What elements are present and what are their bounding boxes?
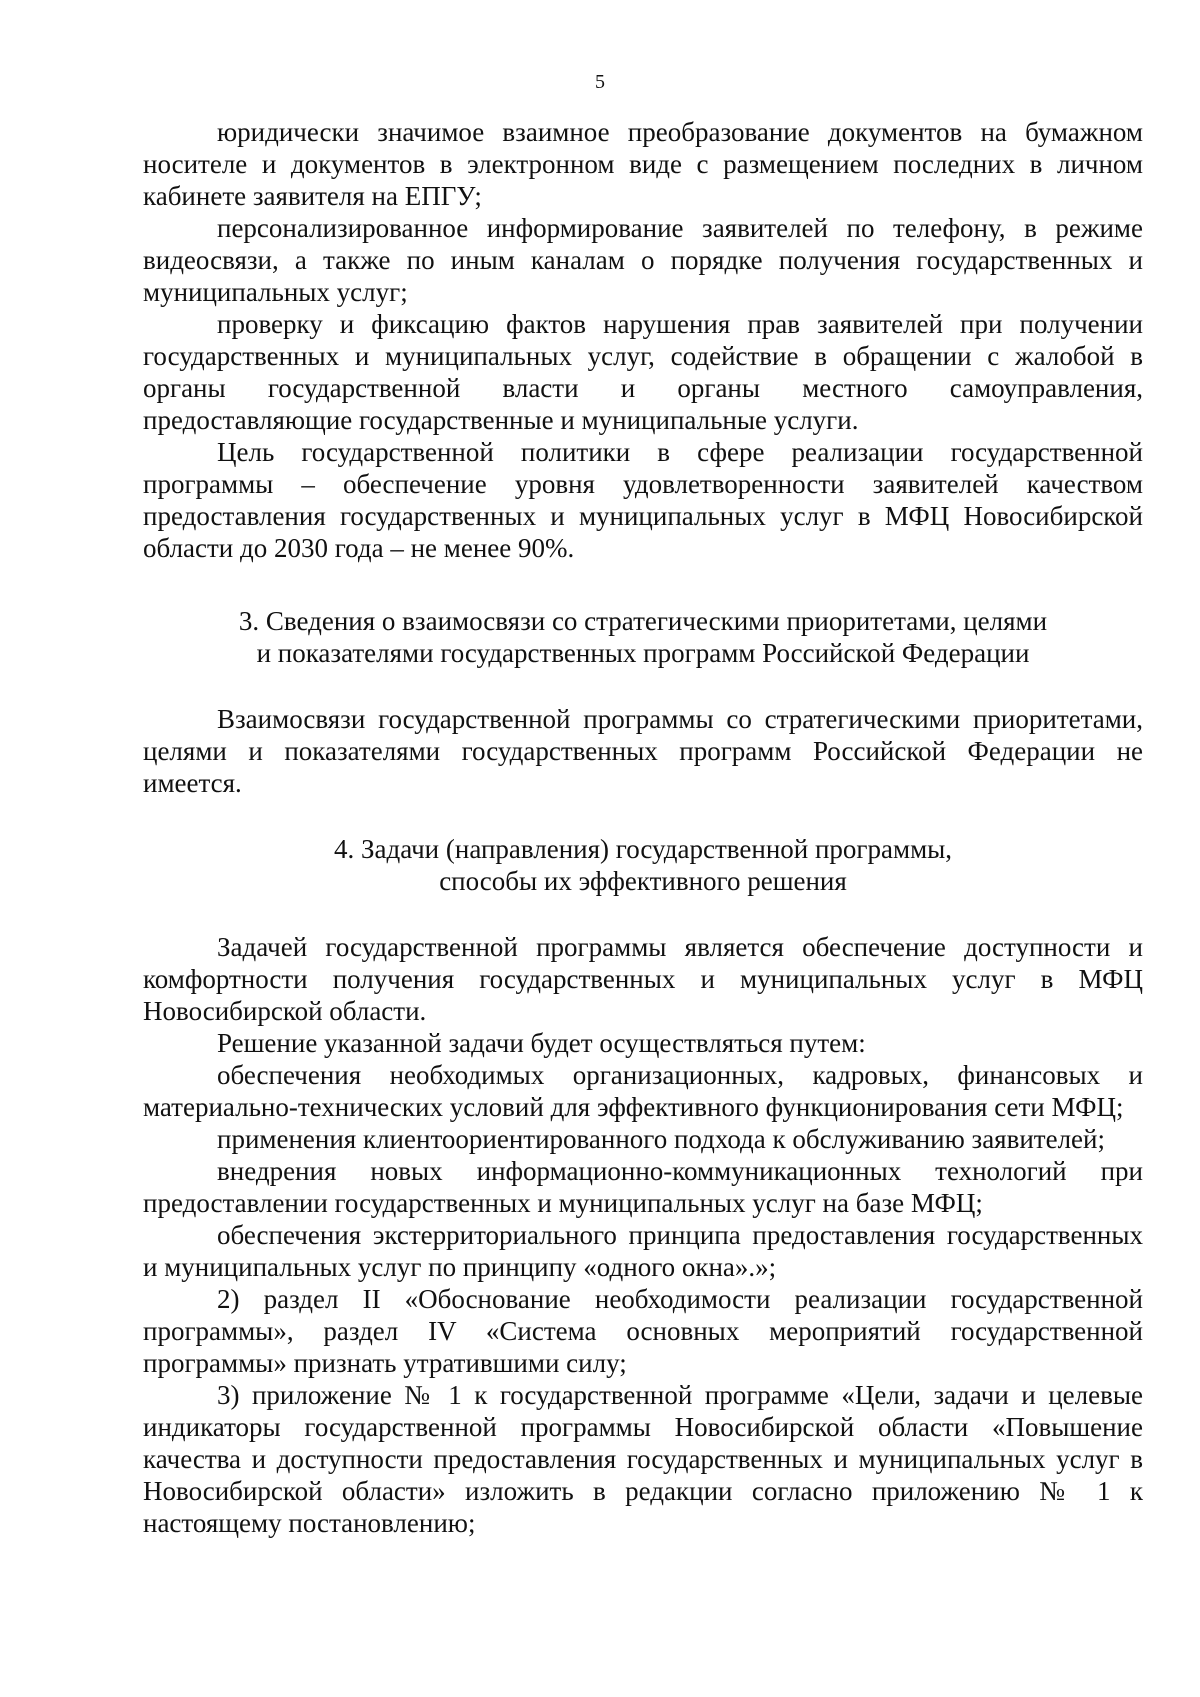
paragraph-rights-violation-check: проверку и фиксацию фактов нарушения прав заявителей при получении государственных и муниципальных услуг, содействие в обращении с жалобой в органы государственной власти и органы местного самоуправления, предоставляющие государственные и муниципальные услуги. xyxy=(143,309,1143,435)
section-3-heading xyxy=(143,605,1143,669)
section-3-title-line-1: 3. Сведения о взаимосвязи со стратегическими приоритетами, целями xyxy=(238,606,1048,636)
paragraph-new-technologies: внедрения новых информационно-коммуникационных технологий при предоставлении государственных и муниципальных услуг на базе МФЦ; xyxy=(143,1156,1143,1218)
paragraph-document-conversion: юридически значимое взаимное преобразование документов на бумажном носителе и документов в электронном виде с размещением последних в личном кабинете заявителя на ЕПГУ; xyxy=(143,117,1143,211)
section-3-title xyxy=(143,605,1143,669)
page-number: 5 xyxy=(595,71,605,93)
section-3-title-line-2: и показателями государственных программ Российской Федерации xyxy=(256,638,1030,668)
section-4-body xyxy=(143,931,1143,1539)
paragraph-amendment-2: 2) раздел II «Обоснование необходимости реализации государственной программы», раздел IV «Система основных мероприятий государственной программы» признать утратившими силу; xyxy=(143,1284,1143,1378)
paragraph-extraterritorial: обеспечения экстерриториального принципа предоставления государственных и муниципальных услуг по принципу «одного окна».»; xyxy=(143,1220,1143,1282)
section-4-title-line-2: способы их эффективного решения xyxy=(439,866,847,896)
paragraph-solution-intro: Решение указанной задачи будет осуществляться путем: xyxy=(217,1028,866,1058)
paragraph-program-task: Задачей государственной программы является обеспечение доступности и комфортности получения государственных и муниципальных услуг в МФЦ Новосибирской области. xyxy=(143,932,1143,1026)
paragraph-amendment-3: 3) приложение № 1 к государственной программе «Цели, задачи и целевые индикаторы государственной программы Новосибирской области «Повышение качества и доступности предоставления государственных и муниципальных услуг в Новосибирской области» изложить в редакции согласно приложению № 1 к настоящему постановлению; xyxy=(143,1380,1143,1538)
section-4-title xyxy=(143,833,1143,897)
section-4-heading xyxy=(143,833,1143,897)
paragraph-no-relations: Взаимосвязи государственной программы со стратегическими приоритетами, целями и показателями государственных программ Российской Федерации не имеется. xyxy=(143,704,1143,798)
paragraph-personalized-informing: персонализированное информирование заявителей по телефону, в режиме видеосвязи, а также по иным каналам о порядке получения государственных и муниципальных услуг; xyxy=(143,213,1143,307)
paragraph-client-approach: применения клиентоориентированного подхода к обслуживанию заявителей; xyxy=(217,1124,1105,1154)
paragraph-policy-goal: Цель государственной политики в сфере реализации государственной программы – обеспечение уровня удовлетворенности заявителей качеством предоставления государственных и муниципальных услуг в МФЦ Новосибирской области до 2030 года – не менее 90%. xyxy=(143,437,1143,563)
section-3-body xyxy=(143,703,1143,799)
paragraph-conditions: обеспечения необходимых организационных, кадровых, финансовых и материально-технических условий для эффективного функционирования сети МФЦ; xyxy=(143,1060,1143,1122)
section-4-title-line-1: 4. Задачи (направления) государственной программы, xyxy=(333,834,953,864)
intro-block xyxy=(143,116,1143,564)
